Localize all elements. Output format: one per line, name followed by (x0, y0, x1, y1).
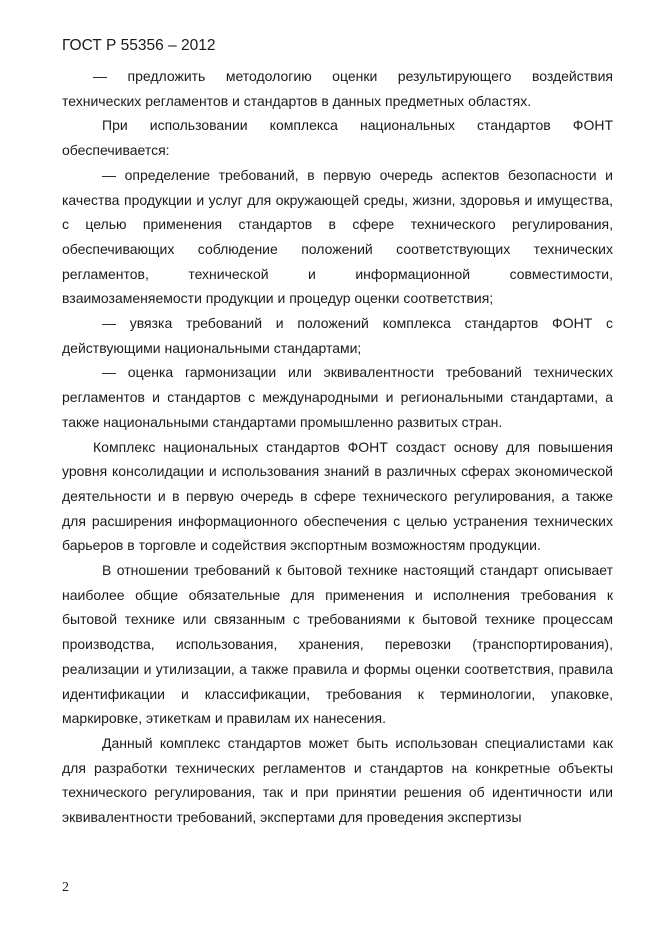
bullet-paragraph-requirements: — определение требований, в первую очередь аспектов безопасности и качества продукции и услуг для окружающей среды, жизни, здоровья и имущества, с целью применения стандартов в сфере технического регулирования, обеспечивающих соблюдение положений соответствующих технических регламентов, технической и информационной совместимости, взаимозаменяемости продукции и процедур оценки соответствия; (62, 166, 613, 307)
document-code-header: ГОСТ Р 55356 – 2012 (62, 37, 216, 54)
bullet-paragraph-methodology: — предложить методологию оценки результирующего воздействия технических регламентов и стандартов в данных предметных областях. (62, 68, 613, 109)
bullet-paragraph-linkage: — увязка требований и положений комплекса стандартов ФОНТ с действующими национальными стандартами; (62, 315, 613, 356)
bullet-paragraph-harmonization: — оценка гармонизации или эквивалентности требований технических регламентов и стандартов с международными и региональными стандартами, а также национальными стандартами промышленно развитых стран. (62, 364, 613, 430)
paragraph-usage-intro: При использовании комплекса национальных стандартов ФОНТ обеспечивается: (62, 117, 613, 159)
page-number: 2 (62, 880, 69, 895)
paragraph-complex-basis: Комплекс национальных стандартов ФОНТ создаст основу для повышения уровня консолидации и использования знаний в различных сферах экономической деятельности и в первую очередь в сфере технического регулирования, а также для расширения информационного обеспечения с целью устранения технических барьеров в торговле и содействия экспортным возможностям продукции. (62, 438, 613, 554)
paragraph-usage-by-specialists: Данный комплекс стандартов может быть использован специалистами как для разработки технических регламентов и стандартов на конкретные объекты технического регулирования, так и при принятии решения об идентичности или эквивалентности требований, экспертами для проведения экспертизы (62, 734, 613, 826)
document-body (62, 64, 613, 830)
paragraph-household-appliances: В отношении требований к бытовой технике настоящий стандарт описывает наиболее общие обязательные для применения и исполнения требования к бытовой технике или связанным с требованиями к бытовой технике процессам производства, использования, хранения, перевозки (транспортирования), реализации и утилизации, а также правила и формы оценки соответствия, правила идентификации и классификации, требования к терминологии, упаковке, маркировке, этикеткам и правилам их нанесения. (62, 562, 613, 727)
